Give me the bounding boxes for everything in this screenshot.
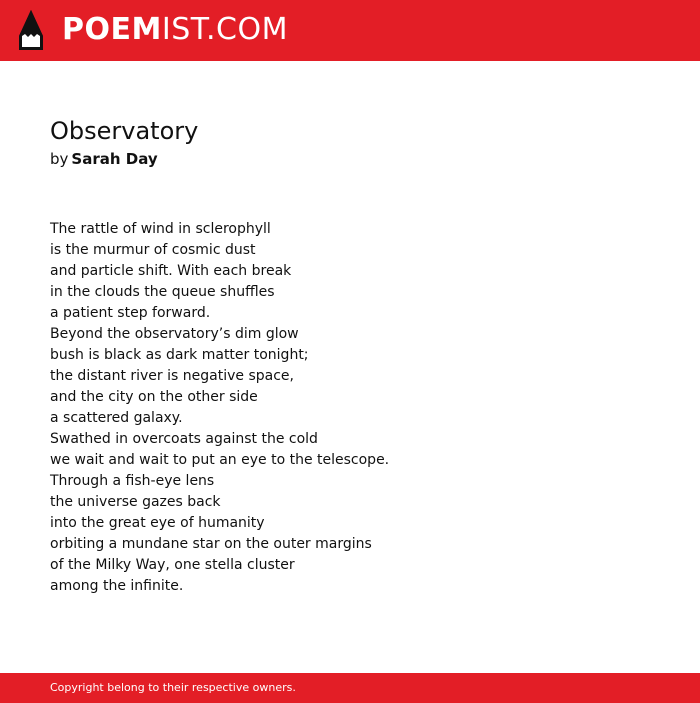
poem-line: we wait and wait to put an eye to the telescope. bbox=[50, 452, 390, 468]
copyright-text: Copyright belong to their respective owners. bbox=[50, 681, 296, 694]
byline bbox=[50, 148, 158, 170]
site-logo[interactable] bbox=[62, 12, 288, 48]
site-header bbox=[0, 0, 700, 61]
poem-line: The rattle of wind in sclerophyll bbox=[50, 221, 271, 237]
poem-line: orbiting a mundane star on the outer margins bbox=[50, 536, 372, 552]
poem-line: the universe gazes back bbox=[50, 494, 221, 510]
poem-title: Observatory bbox=[50, 117, 199, 145]
poem-line: Swathed in overcoats against the cold bbox=[50, 431, 318, 447]
poem-line: of the Milky Way, one stella cluster bbox=[50, 557, 295, 573]
poem-line: Through a fish-eye lens bbox=[50, 473, 215, 489]
poem-line: and the city on the other side bbox=[50, 389, 258, 405]
logo-light-text: IST.COM bbox=[161, 12, 288, 47]
poem-line: bush is black as dark matter tonight; bbox=[50, 347, 309, 363]
poem-line: the distant river is negative space, bbox=[50, 368, 294, 384]
poem-line: a patient step forward. bbox=[50, 305, 211, 321]
site-footer bbox=[0, 673, 700, 703]
pencil-tip-icon[interactable] bbox=[18, 9, 44, 51]
poem-body bbox=[50, 219, 389, 597]
logo-bold-text: POEM bbox=[62, 12, 162, 47]
byline-prefix: by bbox=[50, 150, 69, 168]
poem-line: among the infinite. bbox=[50, 578, 184, 594]
poem-line: a scattered galaxy. bbox=[50, 410, 183, 426]
poem-line: and particle shift. With each break bbox=[50, 263, 292, 279]
poem-line: into the great eye of humanity bbox=[50, 515, 265, 531]
poem-line: Beyond the observatory’s dim glow bbox=[50, 326, 299, 342]
author-name: Sarah Day bbox=[71, 150, 158, 168]
poem-line: is the murmur of cosmic dust bbox=[50, 242, 256, 258]
poem-line: in the clouds the queue shuffles bbox=[50, 284, 275, 300]
